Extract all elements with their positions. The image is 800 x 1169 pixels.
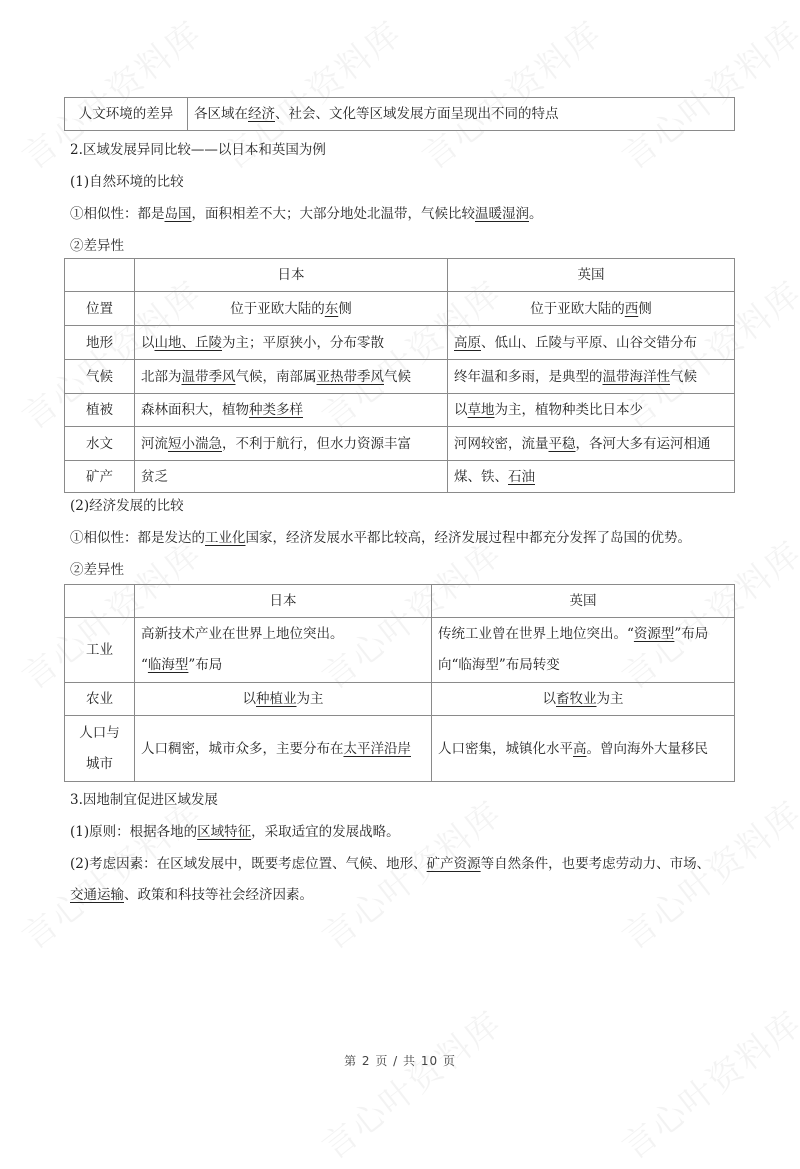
header-uk: 英国 <box>432 585 735 618</box>
text-segment: 、政策和科技等社会经济因素。 <box>124 887 313 903</box>
principle-text <box>70 822 400 842</box>
underlined-keyword: 温带海洋性 <box>602 368 670 385</box>
text-segment: ①相似性：都是 <box>70 206 165 222</box>
row-label: 气候 <box>65 360 135 394</box>
cell-japan <box>135 618 432 683</box>
text-segment: 以 <box>242 691 256 707</box>
text-segment: (2)考虑因素：在区域发展中，既要考虑位置、气候、地形、 <box>70 856 427 872</box>
watermark <box>410 7 610 179</box>
underlined-keyword: 岛国 <box>164 206 192 222</box>
text-segment: 以 <box>141 334 155 351</box>
underlined-keyword: 种植业 <box>256 691 297 707</box>
text-segment: 侧 <box>638 300 652 317</box>
similarity-text <box>70 528 691 548</box>
text-segment: ，采取适宜的发展战略。 <box>251 824 400 840</box>
text-segment: (1)原则：根据各地的 <box>70 824 198 840</box>
text-segment: 为主，植物种类比日本少 <box>494 402 643 418</box>
text-line <box>141 650 425 681</box>
factors-text <box>70 885 313 905</box>
text-segment: 。 <box>529 206 543 222</box>
watermark <box>610 997 800 1169</box>
label-line: 城市 <box>86 755 113 772</box>
underlined-keyword: 草地 <box>467 402 495 418</box>
underlined-keyword: 工业化 <box>205 530 246 546</box>
text-segment: 人口密集，城镇化水平 <box>438 740 573 757</box>
underlined-keyword: 高 <box>573 740 587 757</box>
cell-japan <box>135 394 448 427</box>
cell-uk <box>432 716 735 782</box>
text-segment: ，面积相差不大；大部分地处北温带，气候比较 <box>191 206 475 222</box>
text-segment: ”布局 <box>188 657 223 673</box>
text-segment: 贫乏 <box>141 468 168 485</box>
economic-development-table <box>64 584 735 782</box>
text-segment: 森林面积大，植物 <box>141 402 249 418</box>
underlined-keyword: 石油 <box>508 468 535 485</box>
factors-text <box>70 854 710 874</box>
underlined-keyword: 平稳 <box>548 435 576 452</box>
row-label: 植被 <box>65 394 135 427</box>
text-line: 高新技术产业在世界上地位突出。 <box>141 626 344 642</box>
text-segment: 气候 <box>384 368 411 385</box>
text-segment: 、社会、文化等区域发展方面呈现出不同的特点 <box>275 106 559 122</box>
row-label <box>65 716 135 782</box>
cell-uk <box>448 292 735 326</box>
cell-japan <box>135 292 448 326</box>
watermark <box>310 997 510 1169</box>
underlined-keyword: 矿产资源 <box>426 856 481 872</box>
rich-text <box>188 98 735 131</box>
text-segment: 国家，经济发展水平都比较高，经济发展过程中都充分发挥了岛国的优势。 <box>245 530 691 546</box>
text-segment: 终年温和多雨，是典型的 <box>454 368 603 385</box>
underlined-keyword: 畜牧业 <box>556 691 597 707</box>
underlined-keyword: 西 <box>624 300 639 317</box>
cell-uk <box>448 427 735 461</box>
section-heading: 2.区域发展异同比较——以日本和英国为例 <box>70 142 326 158</box>
cell-japan <box>135 360 448 394</box>
text-segment: 以 <box>542 691 556 707</box>
text-segment: 位于亚欧大陆的 <box>230 300 325 317</box>
underlined-keyword: 种类多样 <box>249 402 303 418</box>
header-japan: 日本 <box>135 585 432 618</box>
subsection-heading: (2)经济发展的比较 <box>70 498 184 514</box>
text-line: 向“临海型”布局转变 <box>438 657 560 673</box>
cell-uk <box>448 461 735 493</box>
underlined-keyword: 高原 <box>454 334 481 351</box>
underlined-keyword: 太平洋沿岸 <box>343 740 411 757</box>
underlined-keyword: 东 <box>324 300 339 317</box>
text-segment: ，各河大多有运河相通 <box>575 435 711 452</box>
underlined-keyword: 温暖湿润 <box>475 206 529 222</box>
header-empty <box>65 585 135 618</box>
underlined-keyword: 短小湍急 <box>168 435 222 452</box>
text-segment: 以 <box>454 402 468 418</box>
cell-uk <box>432 618 735 683</box>
text-line <box>438 619 728 650</box>
underlined-keyword: 交通运输 <box>70 887 124 903</box>
page-number: 第 2 页 / 共 10 页 <box>344 1054 456 1068</box>
cell-uk <box>448 326 735 360</box>
text-segment: “ <box>141 657 148 673</box>
row-label: 农业 <box>65 683 135 716</box>
human-environment-table <box>64 97 735 131</box>
text-segment: ①相似性：都是发达的 <box>70 530 205 546</box>
section-heading: 3.因地制宜促进区域发展 <box>70 792 218 808</box>
cell-uk <box>448 394 735 427</box>
row-label: 位置 <box>65 292 135 326</box>
cell-japan <box>135 427 448 461</box>
text-segment: 为主 <box>296 691 324 707</box>
header-empty <box>65 259 135 292</box>
text-segment: 。曾向海外大量移民 <box>586 740 708 757</box>
subsection-heading: (1)自然环境的比较 <box>70 174 184 190</box>
natural-environment-table <box>64 258 735 493</box>
underlined-keyword: 经济 <box>248 106 275 122</box>
difference-heading: ②差异性 <box>70 238 124 254</box>
text-segment: 煤、铁、 <box>454 468 508 485</box>
underlined-keyword: 山地、丘陵 <box>154 334 222 351</box>
text-segment: 等自然条件，也要考虑劳动力、市场、 <box>480 856 711 872</box>
underlined-keyword: 温带季风 <box>181 368 236 385</box>
cell-japan <box>135 326 448 360</box>
row-label: 工业 <box>65 618 135 683</box>
row-label: 人文环境的差异 <box>65 98 188 131</box>
underlined-keyword: 区域特征 <box>197 824 252 840</box>
underlined-keyword: 临海型 <box>147 657 189 673</box>
text-segment: 位于亚欧大陆的 <box>530 300 625 317</box>
cell-uk <box>432 683 735 716</box>
text-segment: 北部为 <box>141 368 182 385</box>
text-segment: 为主；平原狭小，分布零散 <box>222 334 384 351</box>
difference-heading: ②差异性 <box>70 562 124 578</box>
cell-uk <box>448 360 735 394</box>
underlined-keyword: 资源型 <box>633 626 675 642</box>
similarity-text <box>70 204 543 224</box>
label-line: 人口与 <box>79 724 120 741</box>
watermark <box>610 7 800 179</box>
header-japan: 日本 <box>135 259 448 292</box>
text-segment: 侧 <box>338 300 352 317</box>
row-label: 矿产 <box>65 461 135 493</box>
row-label: 水文 <box>65 427 135 461</box>
text-segment: 河网较密，流量 <box>454 435 549 452</box>
text-segment: 各区域在 <box>194 106 248 122</box>
text-segment: 为主 <box>596 691 624 707</box>
text-segment: 气候 <box>670 368 697 385</box>
header-uk: 英国 <box>448 259 735 292</box>
text-segment: 气候，南部属 <box>235 368 317 385</box>
text-segment: 传统工业曾在世界上地位突出。“ <box>438 626 634 642</box>
cell-japan <box>135 461 448 493</box>
text-segment: ”布局 <box>674 626 709 642</box>
row-label: 地形 <box>65 326 135 360</box>
cell-japan <box>135 716 432 782</box>
text-segment: ，不利于航行，但水力资源丰富 <box>222 435 411 452</box>
underlined-keyword: 亚热带季风 <box>316 368 384 385</box>
text-segment: 、低山、丘陵与平原、山谷交错分布 <box>481 334 697 351</box>
text-segment: 河流 <box>141 435 168 452</box>
cell-japan <box>135 683 432 716</box>
text-segment: 人口稠密，城市众多，主要分布在 <box>141 740 344 757</box>
